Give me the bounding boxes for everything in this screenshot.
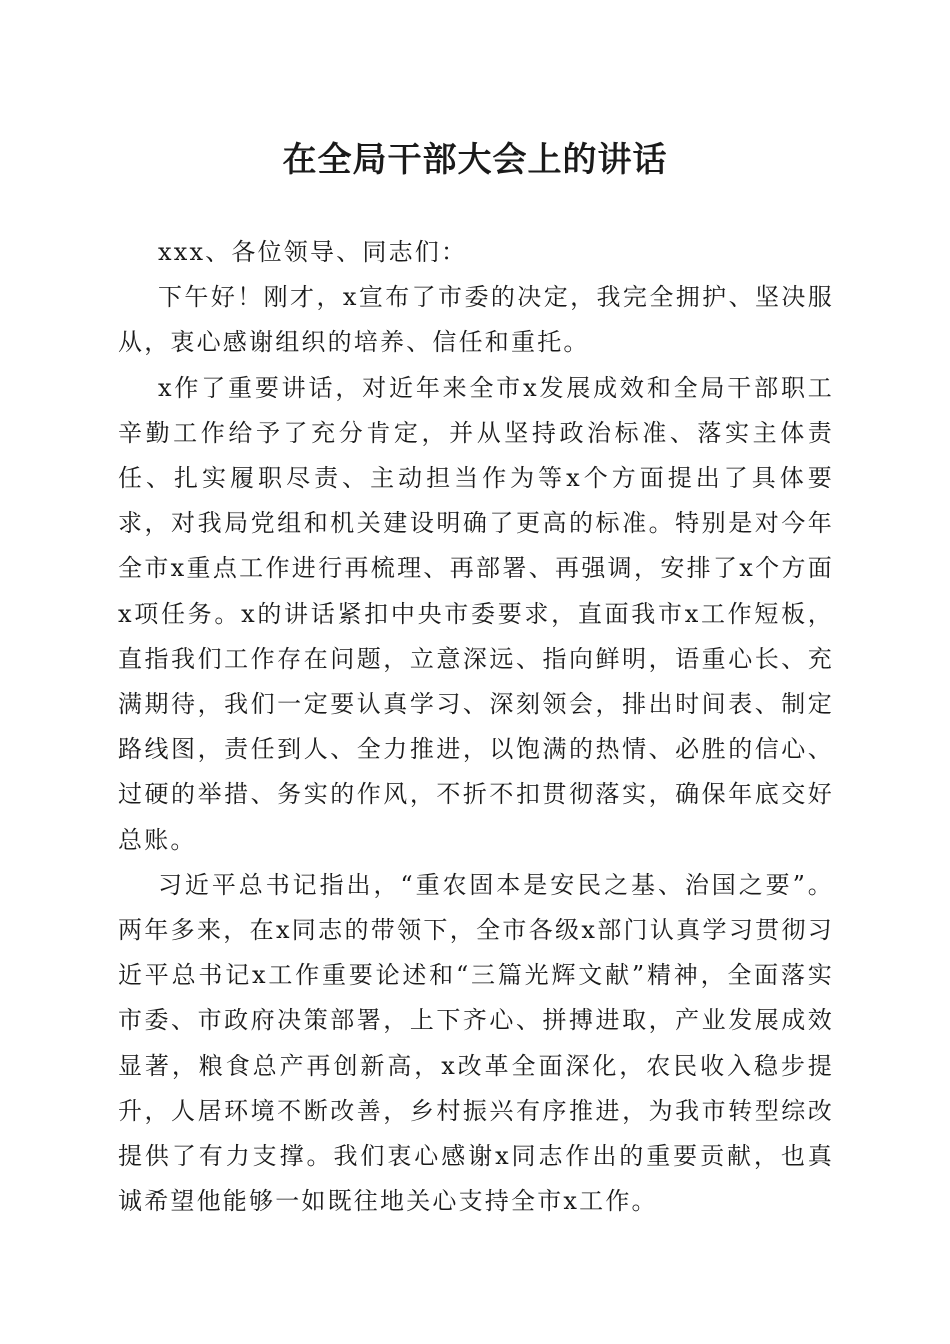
salutation: xxx、各位领导、同志们： <box>158 238 468 266</box>
document-body <box>118 230 834 1224</box>
document-title: 在全局干部大会上的讲话 <box>282 140 668 180</box>
paragraph-3: 习近平总书记指出，“重农固本是安民之基、治国之要”。两年多来，在x同志的带领下，全市各级x部门认真学习贯彻习近平总书记x工作重要论述和“三篇光辉文献”精神，全面落实市委、市政府决策部署，上下齐心、拼搏进取，产业发展成效显著，粮食总产再创新高，x改革全面深化，农民收入稳步提升，人居环境不断改善，乡村振兴有序推进，为我市转型综改提供了有力支撑。我们衷心感谢x同志作出的重要贡献，也真诚希望他能够一如既往地关心支持全市x工作。 <box>118 870 834 1216</box>
paragraph-2: x作了重要讲话，对近年来全市x发展成效和全局干部职工辛勤工作给予了充分肯定，并从坚持政治标准、落实主体责任、扎实履职尽责、主动担当作为等x个方面提出了具体要求，对我局党组和机关建设明确了更高的标准。特别是对今年全市x重点工作进行再梳理、再部署、再强调，安排了x个方面x项任务。x的讲话紧扣中央市委要求，直面我市x工作短板，直指我们工作存在问题，立意深远、指向鲜明，语重心长、充满期待，我们一定要认真学习、深刻领会，排出时间表、制定路线图，责任到人、全力推进，以饱满的热情、必胜的信心、过硬的举措、务实的作风，不折不扣贯彻落实，确保年底交好总账。 <box>118 373 834 854</box>
paragraph-1: 下午好！刚才，x宣布了市委的决定，我完全拥护、坚决服从，衷心感谢组织的培养、信任和重托。 <box>118 283 834 357</box>
